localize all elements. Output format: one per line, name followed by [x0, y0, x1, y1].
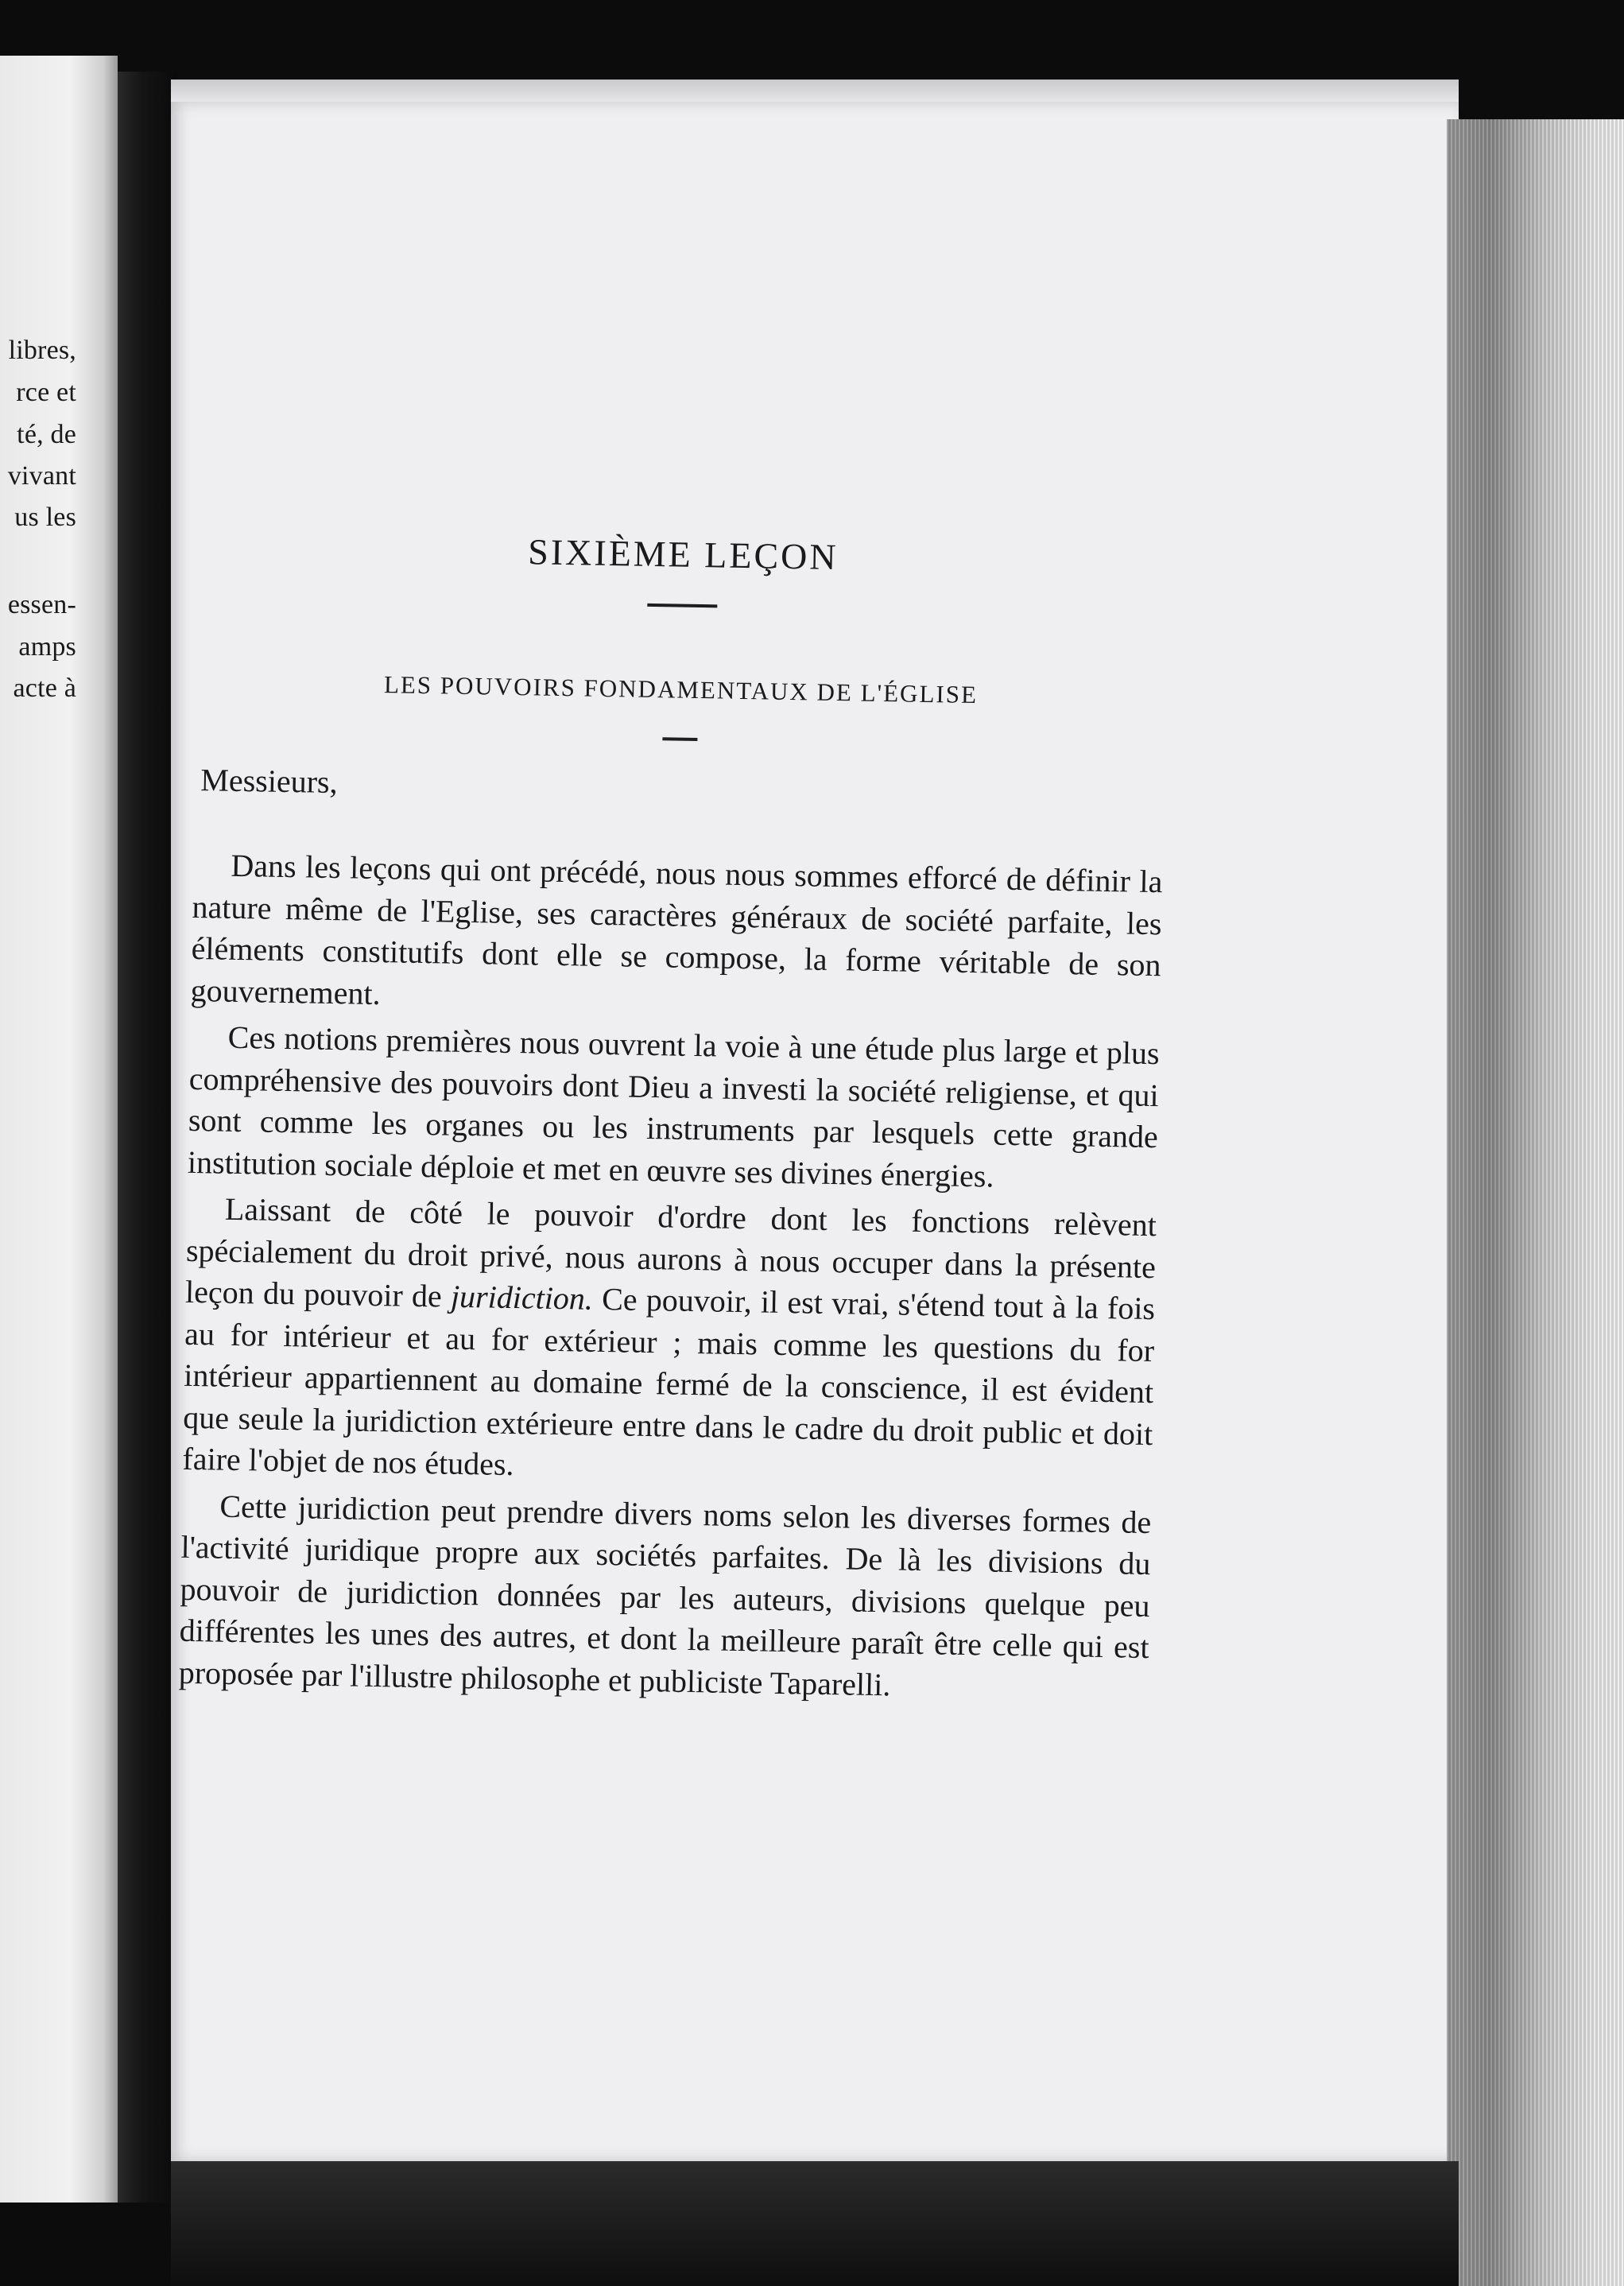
paragraph-2: Ces notions premières nous ouvrent la voie à une étude plus large et plus compréhensive des pouvoirs dont Dieu a investi la société religiense, et qui sont comme les organes ou les instruments par lesquels cette grande institution sociale déploie et met en œuvre ses divines énergies.	[187, 1019, 1160, 1194]
left-page-text-fragments	[0, 56, 118, 2203]
left-fragment-line: acte à	[13, 673, 76, 703]
left-fragment-line: té, de	[17, 420, 76, 449]
left-fragment-line: rce et	[16, 378, 76, 407]
title-divider	[647, 604, 717, 608]
paragraph-3-emphasis: juridiction.	[450, 1278, 594, 1317]
page-text-block	[178, 525, 1169, 1715]
left-fragment-line: libres,	[8, 336, 76, 365]
page-fore-edge	[1447, 119, 1624, 2286]
left-fragment-line: vivant	[7, 461, 76, 491]
paragraph-4: Cette juridiction peut prendre divers noms selon les diverses formes de l'activité juridique propre aux sociétés parfaites. De là les divisions du pouvoir de juridiction données par les auteurs, divisions quelque peu différentes les unes des autres, et dont la meilleure paraît être celle qui est proposée par l'illustre philosophe et publiciste Taparelli.	[178, 1488, 1152, 1702]
left-fragment-line: us les	[14, 503, 76, 532]
chapter-subtitle: LES POUVOIRS FONDAMENTAUX DE L'ÉGLISE	[383, 670, 979, 709]
chapter-title: SIXIÈME LEÇON	[527, 531, 839, 578]
left-facing-page	[0, 56, 118, 2203]
paragraph-1: Dans les leçons qui ont précédé, nous nous sommes efforcé de définir la nature même de l'Eglise, ses caractères généraux de société parfaite, les éléments constitutifs dont elle se compose, la forme véritable de son gouvernement.	[190, 847, 1163, 1011]
salutation: Messieurs,	[200, 762, 338, 801]
left-fragment-line: essen-	[7, 590, 76, 619]
paragraph-3-before: Laissant de côté le pouvoir d'ordre dont les fonctions relèvent spécialement du droit privé, nous aurons à nous occuper dans la présente leçon du pouvoir de	[184, 1190, 1157, 1314]
book-gutter	[118, 72, 177, 2203]
page-top-edge	[171, 80, 1459, 103]
paragraph-3-after: Ce pouvoir, il est vrai, s'étend tout à la fois au for intérieur et au for extérieur ; mais comme les questions du for intérieur appartiennent au domaine fermé de la conscience, il est évident que seule la juridiction extérieure entre dans le cadre du droit public et doit faire l'objet de nos études.	[182, 1280, 1156, 1483]
paragraph-3	[182, 1188, 1157, 1497]
subtitle-divider	[662, 737, 697, 741]
scan-bottom-background	[171, 2161, 1459, 2286]
left-fragment-line: amps	[18, 632, 76, 662]
